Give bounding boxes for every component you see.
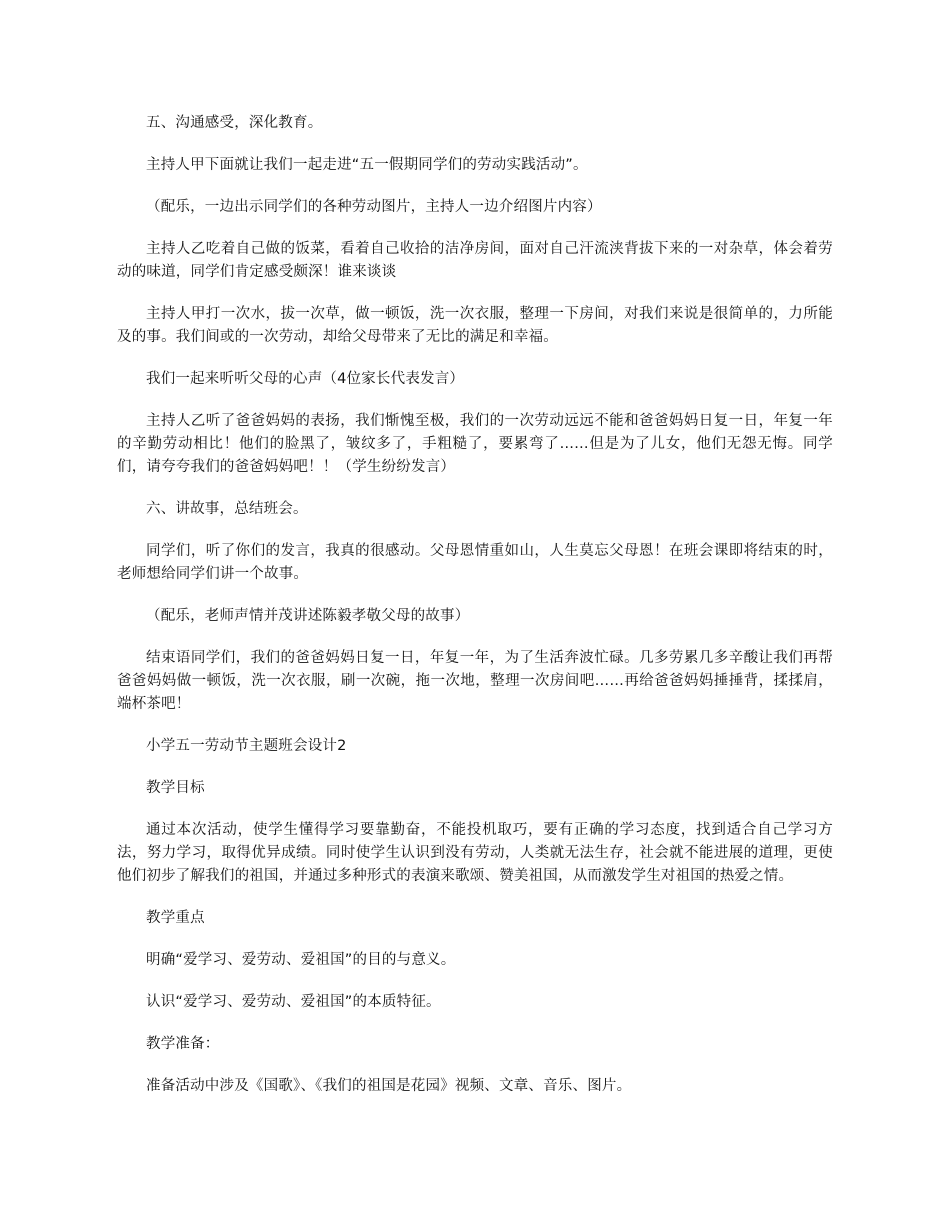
stage-note: （配乐，老师声情并茂讲述陈毅孝敬父母的故事）	[146, 608, 470, 624]
subheading-teaching-focus: 教学重点	[146, 910, 205, 926]
section-heading-5: 五、沟通感受，深化教育。	[146, 115, 323, 131]
paragraph: 结束语同学们，我们的爸爸妈妈日复一日，年复一年，为了生活奔波忙碌。几多劳累几多辛酸让我们再帮爸爸妈妈做一顿饭，洗一次衣服，刷一次碗，拖一次地，整理一次房间吧……再给爸爸妈妈捶捶背，揉揉肩，端杯茶吧！	[117, 650, 833, 712]
subheading-teaching-goals: 教学目标	[146, 780, 205, 796]
paragraph: 准备活动中涉及《国歌》、《我们的祖国是花园》视频、文章、音乐、图片。	[146, 1078, 632, 1094]
stage-note: （配乐，一边出示同学们的各种劳动图片，主持人一边介绍图片内容）	[146, 199, 602, 215]
document-body	[117, 112, 833, 1117]
paragraph: 通过本次活动，使学生懂得学习要靠勤奋，不能投机取巧，要有正确的学习态度，找到适合自己学习方法，努力学习，取得优异成绩。同时使学生认识到没有劳动，人类就无法生存，社会就不能进展的道理，更使他们初步了解我们的祖国，并通过多种形式的表演来歌颂、赞美祖国，从而激发学生对祖国的热爱之情。	[117, 822, 833, 884]
paragraph: 同学们，听了你们的发言，我真的很感动。父母恩情重如山，人生莫忘父母恩！在班会课即将结束的时，老师想给同学们讲一个故事。	[117, 543, 833, 582]
paragraph: 认识“爱学习、爱劳动、爱祖国”的本质特征。	[146, 994, 441, 1010]
design-title: 小学五一劳动节主题班会设计2	[146, 738, 347, 754]
paragraph: 主持人甲下面就让我们一起走进“五一假期同学们的劳动实践活动”。	[146, 157, 588, 173]
paragraph: 主持人乙吃着自己做的饭菜，看着自己收拾的洁净房间，面对自己汗流浃背拔下来的一对杂草，体会着劳动的味道，同学们肯定感受颇深！谁来谈谈	[117, 241, 833, 280]
paragraph: 我们一起来听听父母的心声（4位家长代表发言）	[146, 371, 465, 387]
subheading-teaching-preparation: 教学准备：	[146, 1036, 220, 1052]
paragraph: 明确“爱学习、爱劳动、爱祖国”的目的与意义。	[146, 952, 456, 968]
section-heading-6: 六、讲故事，总结班会。	[146, 501, 308, 517]
paragraph: 主持人乙听了爸爸妈妈的表扬，我们惭愧至极，我们的一次劳动远远不能和爸爸妈妈日复一日，年复一年的辛勤劳动相比！他们的脸黑了，皱纹多了，手粗糙了，要累弯了……但是为了儿女，他们无怨无悔。同学们，请夸夸我们的爸爸妈妈吧！！（学生纷纷发言）	[117, 413, 833, 475]
paragraph: 主持人甲打一次水，拔一次草，做一顿饭，洗一次衣服，整理一下房间，对我们来说是很简单的，力所能及的事。我们间或的一次劳动，却给父母带来了无比的满足和幸福。	[117, 306, 833, 345]
